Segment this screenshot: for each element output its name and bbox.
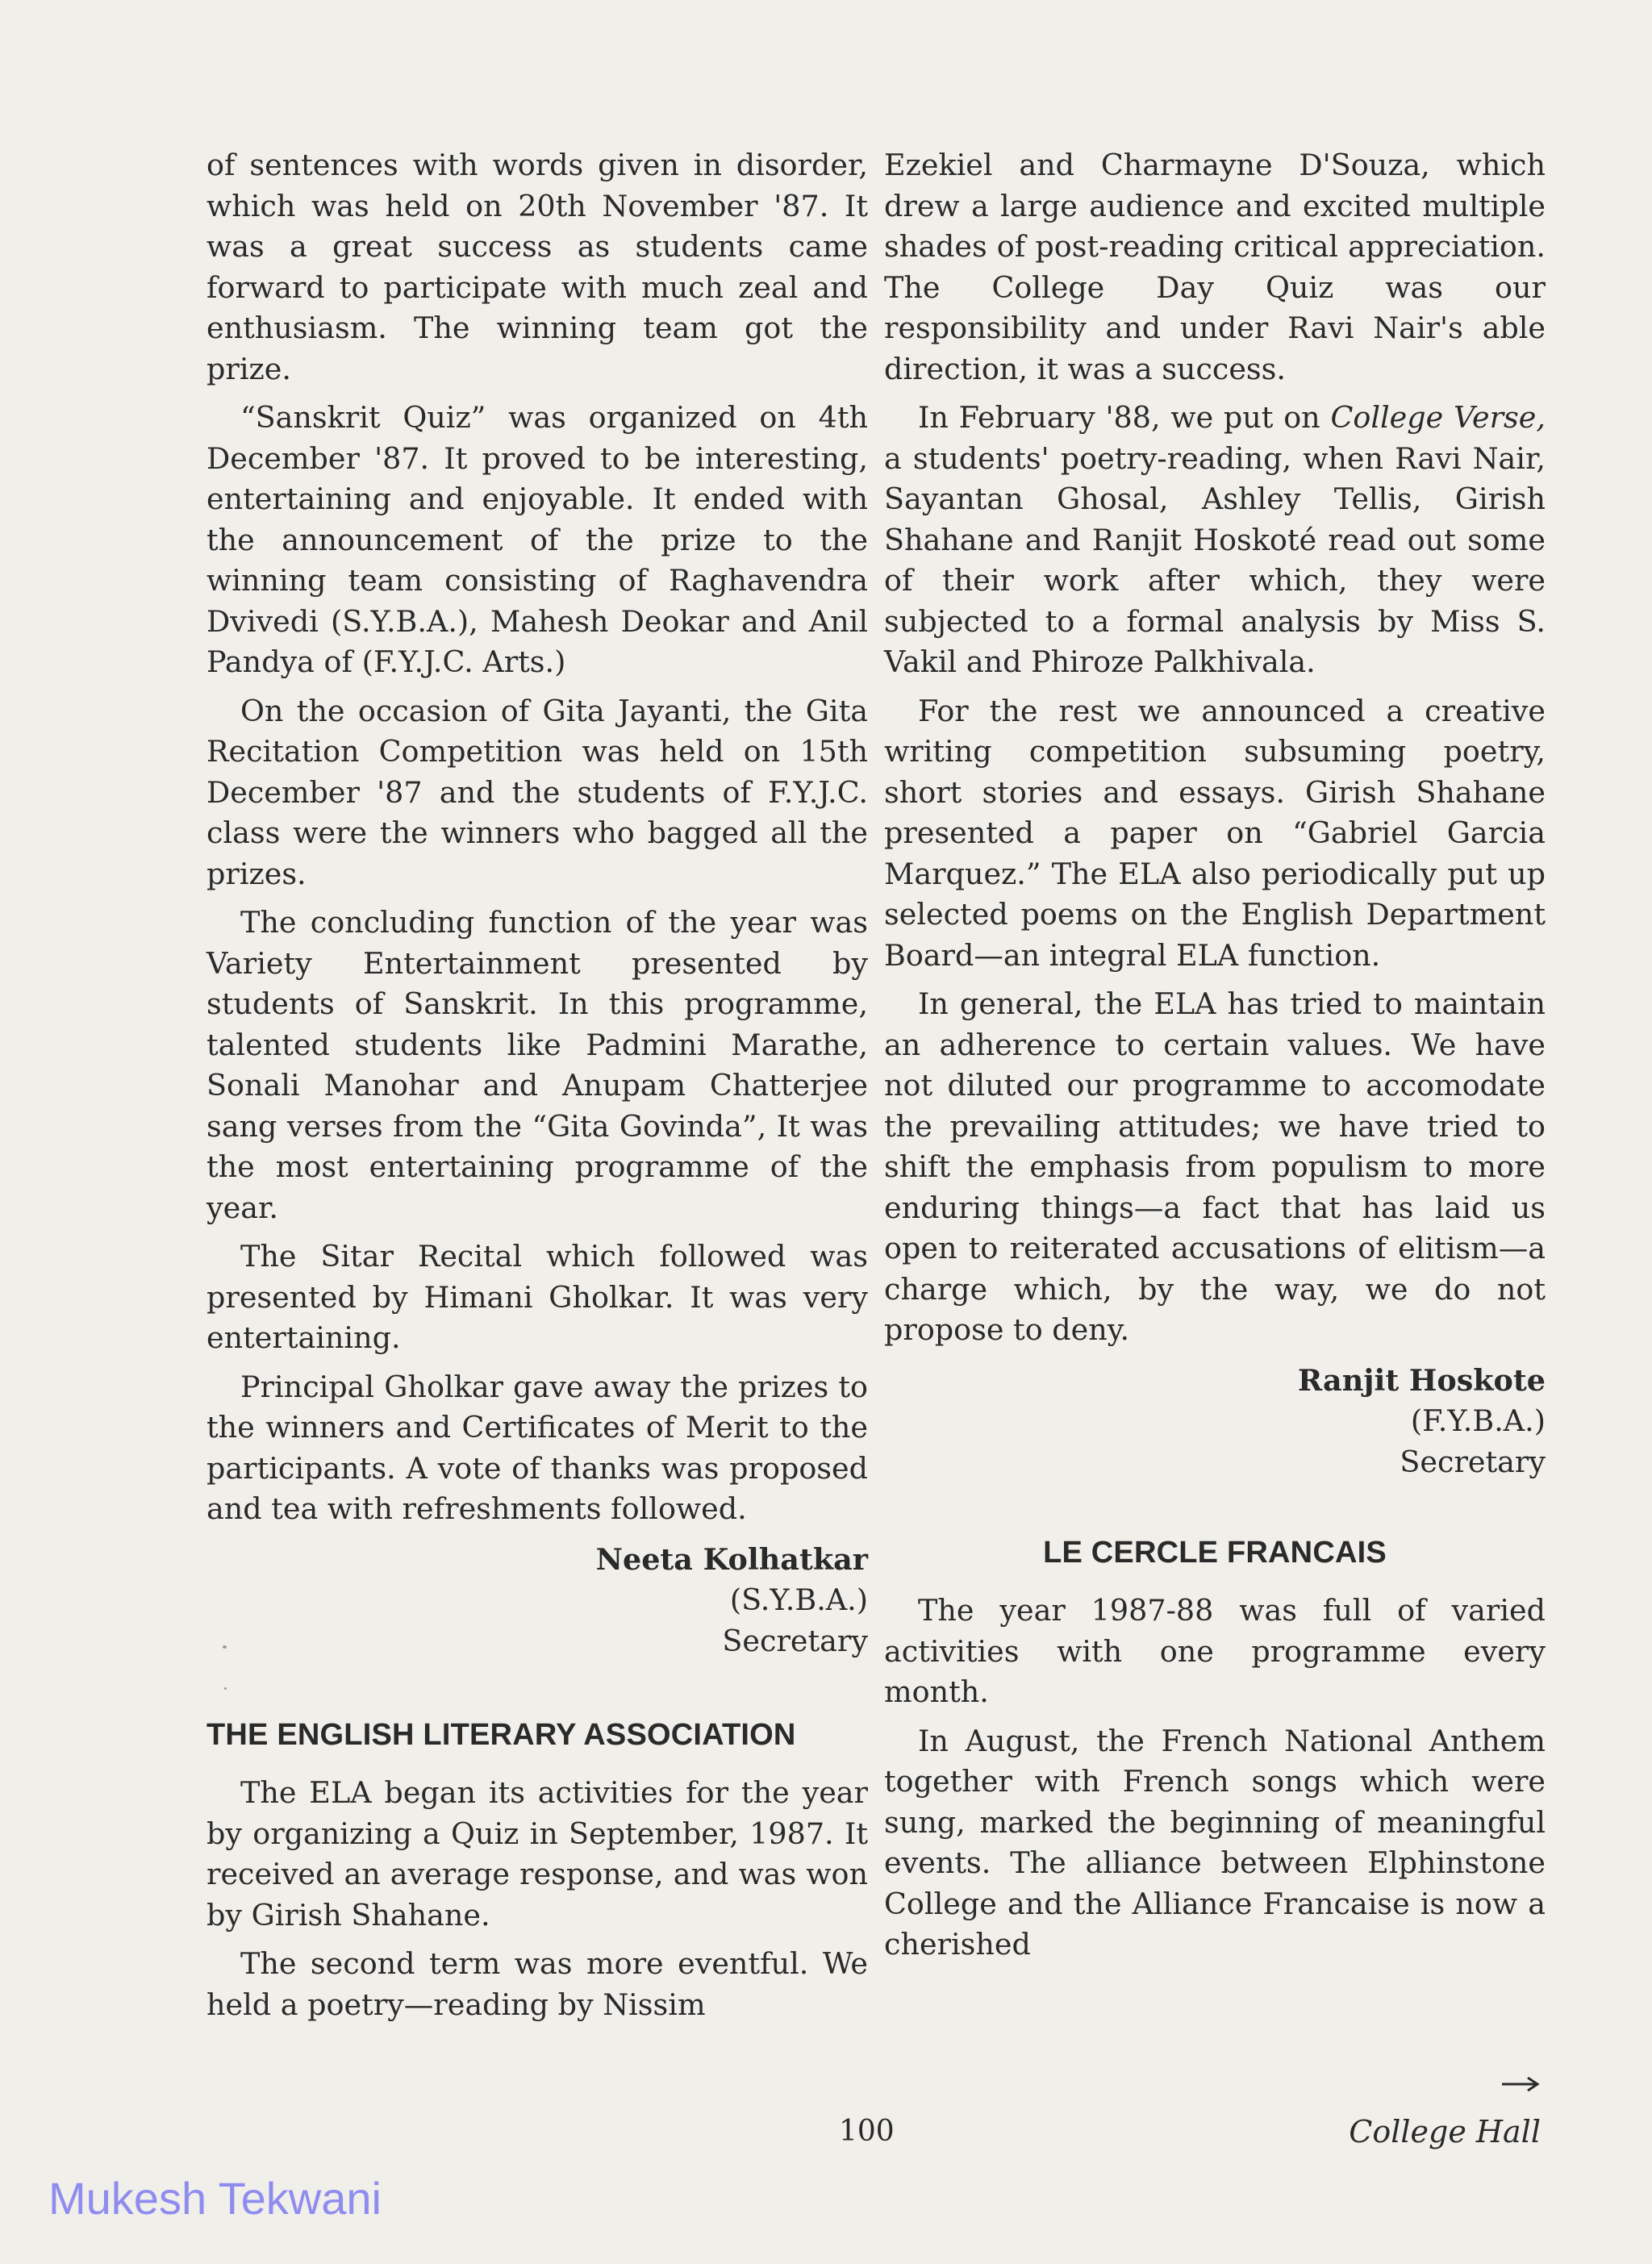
ela-paragraph-continued: Ezekiel and Charmayne D'Souza, which drew a large audience and excited multiple shades of post-reading critical appreciation. The College Day Quiz was our responsibility and under Ravi Nair's able direction, it was a success. [884,148,1546,386]
print-speck [223,1645,227,1649]
sanskrit-paragraph-continued: of sentences with words given in disorder, which was held on 20th November '87. It was a great success as students came forward to participate with much zeal and enthusiasm. The winning team got the prize. [206,148,868,386]
right-arrow-icon [1500,2074,1541,2094]
right-signature [884,1361,1546,1483]
right-column [884,145,1546,1974]
cercle-francais-heading: LE CERCLE FRANCAIS [1043,1536,1387,1570]
page-number: 100 [839,2115,895,2148]
sanskrit-quiz-paragraph: “Sanskrit Quiz” was organized on 4th December '87. It proved to be interesting, entertaining and enjoyable. It ended with the announcement of the prize to the winning team consisting of Raghavendra Dvivedi (S.Y.B.A.), Mahesh Deokar and Anil Pandya of (F.Y.J.C. Arts.) [206,400,868,679]
left-column [206,145,868,2033]
signatory-name: Ranjit Hoskote [1297,1362,1546,1398]
sitar-recital-paragraph: The Sitar Recital which followed was presented by Himani Gholkar. It was very entertaining. [206,1239,868,1355]
college-verse-title: College Verse, [1330,400,1546,435]
signatory-class: (F.Y.B.A.) [1410,1403,1546,1438]
gita-jayanti-paragraph: On the occasion of Gita Jayanti, the Gita Recitation Competition was held on 15th December '87 and the students of F.Y.J.C. class were the winners who bagged all the prizes. [206,693,868,891]
cercle-intro-paragraph: The year 1987-88 was full of varied activities with one programme every month. [884,1593,1546,1709]
writing-competition-paragraph: For the rest we announced a creative writing competition subsuming poetry, short stories and essays. Girish Shahane presented a paper on “Gabriel Garcia Marquez.” The ELA also periodically put up selected poems on the English Department Board—an integral ELA function. [884,693,1546,973]
cercle-august-paragraph: In August, the French National Anthem together with French songs which were sung, marked the beginning of meaningful events. The alliance between Elphinstone College and the Alliance Francaise is now a cherished [884,1723,1546,1962]
ela-second-term-paragraph: The second term was more eventful. We held a poetry—reading by Nissim [206,1946,868,2022]
publication-name: College Hall [1349,2114,1541,2149]
signatory-role: Secretary [1400,1444,1546,1479]
prize-distribution-paragraph: Principal Gholkar gave away the prizes to the winners and Certificates of Merit to the participants. A vote of thanks was proposed and tea with refreshments followed. [206,1369,868,1526]
ela-values-paragraph: In general, the ELA has tried to maintain an adherence to certain values. We have not diluted our programme to accomodate the prevailing attitudes; we have tried to shift the emphasis from populism to more enduring things—a fact that has laid us open to reiterated accusations of elitism—a charge which, by the way, we do not propose to deny. [884,986,1546,1347]
ela-intro-paragraph: The ELA began its activities for the year by organizing a Quiz in September, 1987. It received an average response, and was won by Girish Shahane. [206,1775,868,1933]
watermark-text: Mukesh Tekwani [48,2173,382,2224]
concluding-function-paragraph: The concluding function of the year was Variety Entertainment presented by students of Sanskrit. In this programme, talented students like Padmini Marathe, Sonali Manohar and Anupam Chatterjee sang verses from the “Gita Govinda”, It was the most entertaining programme of the year. [206,905,868,1225]
signatory-role: Secretary [722,1623,868,1658]
print-speck [224,1687,227,1690]
signatory-class: (S.Y.B.A.) [729,1582,868,1617]
signatory-name: Neeta Kolhatkar [595,1541,868,1577]
ela-section-heading: THE ENGLISH LITERARY ASSOCIATION [206,1718,796,1752]
left-signature [206,1540,868,1662]
college-verse-paragraph: In February '88, we put on College Verse, a students' poetry-reading, when Ravi Nair, Sayantan Ghosal, Ashley Tellis, Girish Shahane and Ranjit Hoskoté read out some of their work after which, they were subjected to a formal analysis by Miss S. Vakil and Phiroze Palkhivala. [884,400,1546,679]
